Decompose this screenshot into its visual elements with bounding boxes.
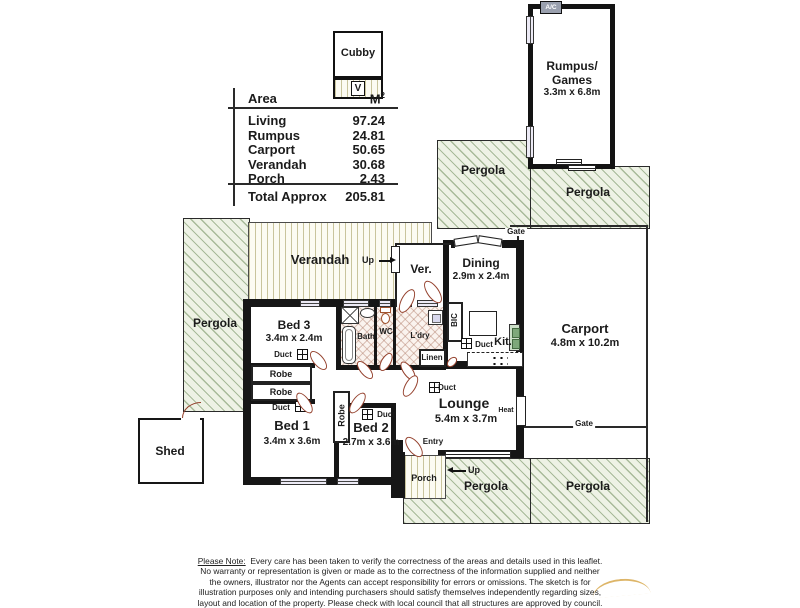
cubby-label: Cubby <box>340 47 376 59</box>
row-value: 50.65 <box>352 142 385 157</box>
dining-door-leaf <box>454 235 479 247</box>
up-arrow-icon <box>379 260 390 262</box>
row-name: Porch <box>248 171 285 186</box>
pergola-label: Pergola <box>192 316 238 330</box>
lounge-sliding-door <box>445 451 511 458</box>
porch-label: Porch <box>411 473 437 483</box>
note-line: the owners, illustrator nor the Agents can accept responsibility for errors or omissions. The sketch is for <box>209 576 591 587</box>
entry-label: Entry <box>422 437 444 446</box>
window <box>300 300 320 307</box>
up-label: Up <box>468 465 480 475</box>
gate-label: Gate <box>575 419 593 428</box>
total-value: 205.81 <box>345 189 385 204</box>
carport-boundary-right <box>646 225 648 522</box>
bed2-dims: 2.7m x 3.6m <box>342 437 400 448</box>
heater-unit <box>516 396 526 426</box>
note-line: illustration purposes only and intending purchasers should satisfy themselves independently regarding sizes, <box>198 587 602 598</box>
up-arrow-icon <box>453 470 466 472</box>
counter-dots <box>491 355 508 366</box>
table-rule-header <box>228 107 398 109</box>
table-row <box>228 171 398 185</box>
window <box>379 300 391 307</box>
wall <box>399 452 405 498</box>
note-line <box>120 556 680 566</box>
carport-label: Carport <box>561 321 609 336</box>
table-header-unit-sup: 2 <box>380 91 385 100</box>
note-line: No warranty or representation is given or made as to the correctness of the information supplied and neither <box>200 566 600 577</box>
note-text: Every care has been taken to verify the correctness of the areas and details used in this leaflet. <box>250 556 603 566</box>
table-header-unit: M <box>369 91 381 107</box>
pergola-left <box>183 218 250 412</box>
disclaimer-note <box>120 556 680 608</box>
row-name: Rumpus <box>248 127 300 143</box>
ac-label: A/C <box>545 4 557 11</box>
duct-label: Duct <box>377 410 395 419</box>
note-label: Please Note: <box>197 556 246 566</box>
robe-label: Robe <box>336 404 347 427</box>
window <box>337 478 359 485</box>
row-value: 24.81 <box>352 127 385 143</box>
wall <box>443 245 449 308</box>
total-name: Total Approx <box>248 189 327 204</box>
duct-label: Duct <box>272 403 290 412</box>
lounge-dims: 5.4m x 3.7m <box>434 413 498 425</box>
gate-label: Gate <box>507 227 525 236</box>
door-leaf <box>400 373 422 399</box>
note-line: layout and location of the property. Please check with local council that all structures are approved by council. <box>197 597 603 608</box>
rumpus-label2: Games <box>551 73 593 87</box>
pergola-mid-upper <box>437 140 533 229</box>
pergola-label: Pergola <box>460 163 506 177</box>
duct-label: Duct <box>475 340 493 349</box>
verandah-label: Verandah <box>290 252 350 267</box>
carport-dims: 4.8m x 10.2m <box>550 337 620 349</box>
shed-label: Shed <box>155 444 185 458</box>
table-row <box>228 157 398 171</box>
bed2-label: Bed 2 <box>353 420 389 435</box>
duct-grid-icon <box>362 409 373 420</box>
dining-dims: 2.9m x 2.4m <box>452 271 510 282</box>
dining-label: Dining <box>462 256 500 270</box>
bed3-dims: 3.4m x 2.4m <box>265 333 323 344</box>
duct-label: Duct <box>438 383 456 392</box>
bed3-label: Bed 3 <box>277 318 311 332</box>
linen-label: Linen <box>421 353 443 362</box>
duct-label: Duct <box>274 350 292 359</box>
table-row <box>228 142 398 156</box>
shower <box>341 307 359 324</box>
wall <box>334 441 339 482</box>
wall <box>393 306 396 366</box>
wall <box>243 299 251 485</box>
toilet <box>381 313 390 324</box>
rumpus-window-top <box>526 16 534 44</box>
ldry-label: L'dry <box>410 331 430 340</box>
duct-grid-icon <box>297 349 308 360</box>
pergola-label: Pergola <box>565 185 611 199</box>
robe-label: Robe <box>269 369 293 379</box>
table-header-area: Area <box>248 91 277 106</box>
window <box>280 478 327 485</box>
ac-unit <box>540 1 562 14</box>
bathtub <box>342 326 356 364</box>
robe-label: Robe <box>269 387 293 397</box>
rumpus-dims: 3.3m x 6.8m <box>543 87 601 98</box>
bath-sink <box>360 308 375 318</box>
bath-label: Bath <box>357 332 375 341</box>
cubby-v-label: V <box>354 83 362 94</box>
bed1-label: Bed 1 <box>274 418 310 433</box>
row-value: 97.24 <box>352 113 385 128</box>
row-name: Verandah <box>248 156 307 172</box>
kitchen-label: Kit. <box>494 336 512 348</box>
bed1-dims: 3.4m x 3.6m <box>263 436 321 447</box>
pergola-label: Pergola <box>463 479 509 493</box>
dining-door-leaf <box>478 235 503 247</box>
wc-label: WC <box>379 327 393 336</box>
rumpus-window-bottom <box>526 126 534 158</box>
rumpus-label: Rumpus/ <box>546 59 598 73</box>
wall <box>502 240 524 248</box>
kitchen-island <box>469 311 497 336</box>
row-name: Living <box>248 113 287 128</box>
heat-label: Heat <box>498 407 514 414</box>
row-name: Carport <box>248 142 295 157</box>
up-label: Up <box>362 255 374 265</box>
laundry-trough <box>428 310 443 325</box>
lounge-label: Lounge <box>438 395 490 411</box>
ver-label: Ver. <box>410 262 432 276</box>
window <box>343 300 369 307</box>
table-row <box>228 128 398 142</box>
row-value: 2.43 <box>359 171 385 186</box>
bic-label: BIC <box>450 313 459 327</box>
pergola-label: Pergola <box>565 479 611 493</box>
row-value: 30.68 <box>352 156 385 172</box>
rumpus-sliding-door <box>568 165 596 171</box>
duct-grid-icon <box>461 338 472 349</box>
table-total-row <box>228 189 398 203</box>
table-row <box>228 113 398 127</box>
carport-boundary-top <box>510 225 647 227</box>
